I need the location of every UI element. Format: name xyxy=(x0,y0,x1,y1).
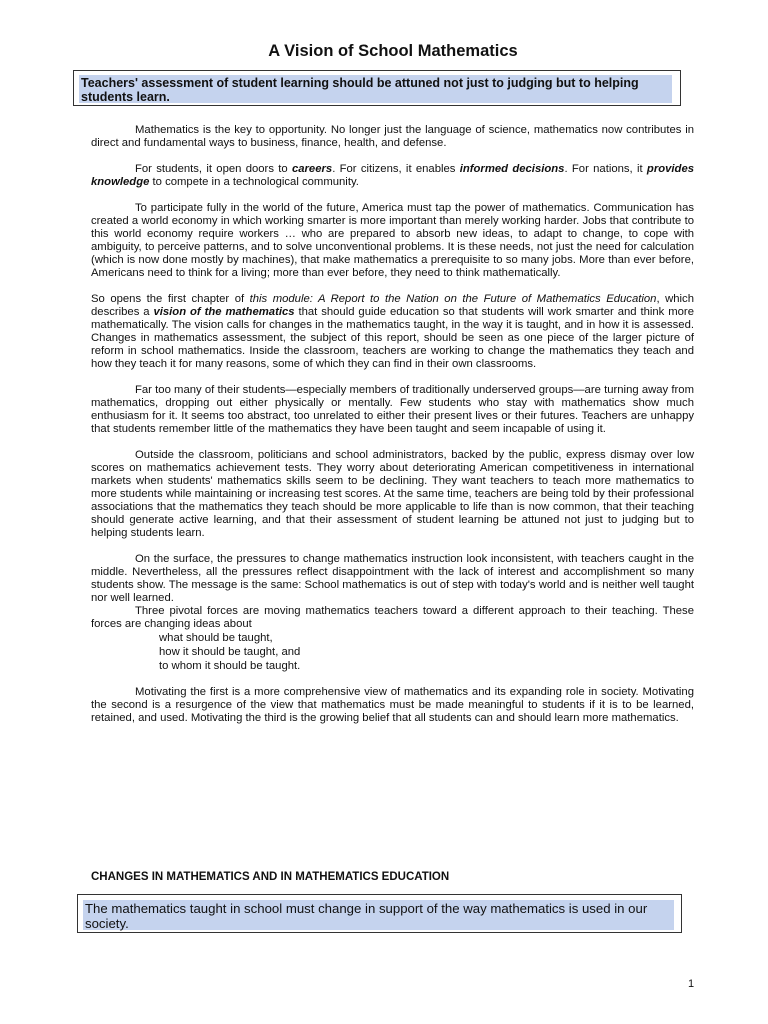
paragraph xyxy=(91,293,694,371)
emphasis-provides-knowledge: provides knowledge xyxy=(91,163,695,188)
paragraph: Motivating the first is a more comprehensive view of mathematics and its expanding role in society. Motivating the second is a resurgence of the view that mathematics must be made meaningful to students if it is to be learned, retained, and used. Motivating the third is the growing belief that all students can and should learn more mathematics. xyxy=(91,686,694,724)
emphasis-vision: vision of the mathematics xyxy=(153,306,295,318)
paragraph: Outside the classroom, politicians and school administrators, backed by the public, express dismay over low scores on mathematics achievement tests. They worry about deteriorating American competitiveness in international markets when students' mathematics skills seem to be declining. They want teachers to teach more mathematics to more students while maintaining or increasing test scores. At the same time, teachers are being told by their professional associations that the mathematics they teach should be more applicable to life than is now common, that their teaching should generate active learning, and that their assessment of student learning be attuned not just to judging but to helping students learn. xyxy=(91,449,694,539)
page-number: 1 xyxy=(688,978,695,990)
callout-text: Teachers' assessment of student learning should be attuned not just to judging but to helping students learn. xyxy=(81,76,639,104)
text-run: . For citizens, it enables xyxy=(332,163,460,175)
callout-text: The mathematics taught in school must change in support of the way mathematics is used in our society. xyxy=(85,901,648,931)
body-text xyxy=(91,124,694,738)
text-run: For students, it open doors to xyxy=(135,163,292,175)
paragraph xyxy=(91,163,694,189)
text-run: So opens the first chapter of xyxy=(91,293,250,305)
emphasis-informed-decisions: informed decisions xyxy=(459,163,565,175)
paragraph: Far too many of their students—especially members of traditionally underserved groups—are turning away from mathematics, dropping out either physically or mentally. Few students who stay with mathematics show much enthusiasm for it. It seems too abstract, too unrelated to either their present lives or their futures. Teachers are unhappy that students remember little of the mathematics they have been taught and seem incapable of using it. xyxy=(91,384,694,435)
page-title: A Vision of School Mathematics xyxy=(268,42,518,60)
text-run: , which describes a xyxy=(91,293,694,318)
paragraph: Mathematics is the key to opportunity. No longer just the language of science, mathematics now contributes in direct and fundamental ways to business, finance, health, and defense. xyxy=(91,124,694,149)
text-run: that should guide education so that students will work smarter and think more mathematically. The vision calls for changes in the mathematics taught, in the way it is taught, and in how it is assessed. Changes in mathematics assessment, the subject of this report, should be seen as one piece of the larger picture of reform in school mathematics. Inside the classroom, teachers are working to change the mathematics they teach and how they teach it for many reasons, some of which they can find in their own classrooms. xyxy=(91,306,694,370)
section-heading: CHANGES IN MATHEMATICS AND IN MATHEMATICS EDUCATION xyxy=(91,871,450,883)
list-item: what should be taught, xyxy=(159,632,273,644)
text-run: to compete in a technological community. xyxy=(149,176,359,188)
paragraph: Three pivotal forces are moving mathematics teachers toward a different approach to their teaching. These forces are changing ideas about xyxy=(91,605,694,630)
report-title: this module: A Report to the Nation on the Future of Mathematics Education xyxy=(249,293,657,305)
text-run: . For nations, it xyxy=(564,163,647,175)
callout-box-top xyxy=(73,70,681,106)
paragraph: To participate fully in the world of the future, America must tap the power of mathematics. Communication has created a world economy in which working smarter is more important than merely working harder. Jobs that contribute to this world economy require workers … who are prepared to absorb new ideas, to adapt to change, to cope with ambiguity, to perceive patterns, and to solve unconventional problems. It is these needs, not just the need for calculation (which is now done mostly by machines), that make mathematics a prerequisite to so many jobs. More than ever before, Americans need to think for a living; more than ever before, they need to think mathematically. xyxy=(91,202,694,279)
callout-box-bottom xyxy=(77,894,682,933)
forces-list xyxy=(159,631,694,673)
list-item: to whom it should be taught. xyxy=(159,660,301,672)
emphasis-careers: careers xyxy=(291,163,333,175)
list-item: how it should be taught, and xyxy=(159,646,301,658)
paragraph: On the surface, the pressures to change mathematics instruction look inconsistent, with teachers caught in the middle. Nevertheless, all the pressures reflect disappointment with the lack of interest and accomplishment so many students show. The message is the same: School mathematics is out of step with today's world and is neither well taught nor well learned. xyxy=(91,553,694,604)
